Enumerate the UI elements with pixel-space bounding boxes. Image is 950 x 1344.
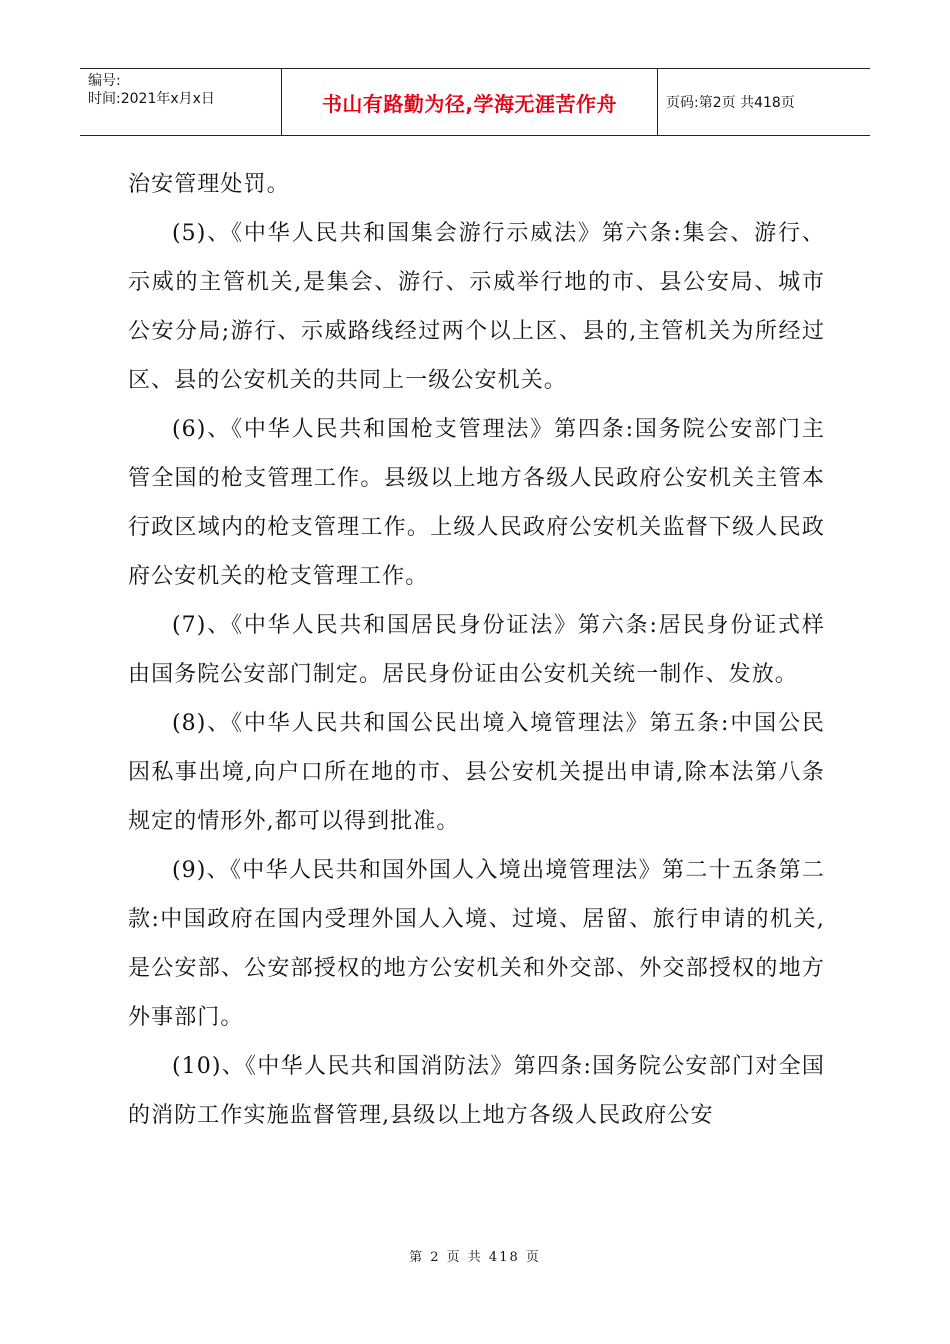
date-line: 时间:2021年x月x日 (88, 91, 215, 107)
paragraph: (5)、《中华人民共和国集会游行示威法》第六条:集会、游行、示威的主管机关,是集会、游行、示威举行地的市、县公安局、城市公安分局;游行、示威路线经过两个以上区、县的,主管机关为所经过区、县的公安机关的共同上一级公安机关。 (128, 221, 825, 393)
number-label: 编号: (88, 73, 121, 89)
paragraph: (10)、《中华人民共和国消防法》第四条:国务院公安部门对全国的消防工作实施监督管理,县级以上地方各级人民政府公安 (128, 1054, 825, 1128)
page-info: 页码:第2页 共418页 (666, 95, 795, 111)
document-body (128, 160, 825, 1140)
document-header (80, 68, 870, 136)
header-page-info (658, 69, 870, 135)
paragraph: (7)、《中华人民共和国居民身份证法》第六条:居民身份证式样由国务院公安部门制定。居民身份证由公安机关统一制作、发放。 (128, 613, 825, 687)
paragraph: (8)、《中华人民共和国公民出境入境管理法》第五条:中国公民因私事出境,向户口所在地的市、县公安机关提出申请,除本法第八条规定的情形外,都可以得到批准。 (128, 711, 825, 834)
header-motto-cell (282, 69, 658, 135)
page-footer (0, 1246, 950, 1265)
motto: 书山有路勤为径,学海无涯苦作舟 (321, 91, 618, 116)
paragraph: 治安管理处罚。 (128, 172, 290, 197)
paragraph: (9)、《中华人民共和国外国人入境出境管理法》第二十五条第二款:中国政府在国内受理外国人入境、过境、居留、旅行申请的机关,是公安部、公安部授权的地方公安机关和外交部、外交部授权的地方外事部门。 (128, 858, 825, 1030)
header-meta (80, 69, 282, 135)
paragraph: (6)、《中华人民共和国枪支管理法》第四条:国务院公安部门主管全国的枪支管理工作。县级以上地方各级人民政府公安机关主管本行政区域内的枪支管理工作。上级人民政府公安机关监督下级人民政府公安机关的枪支管理工作。 (128, 417, 825, 589)
footer-page-number: 第 2 页 共 418 页 (409, 1250, 541, 1265)
